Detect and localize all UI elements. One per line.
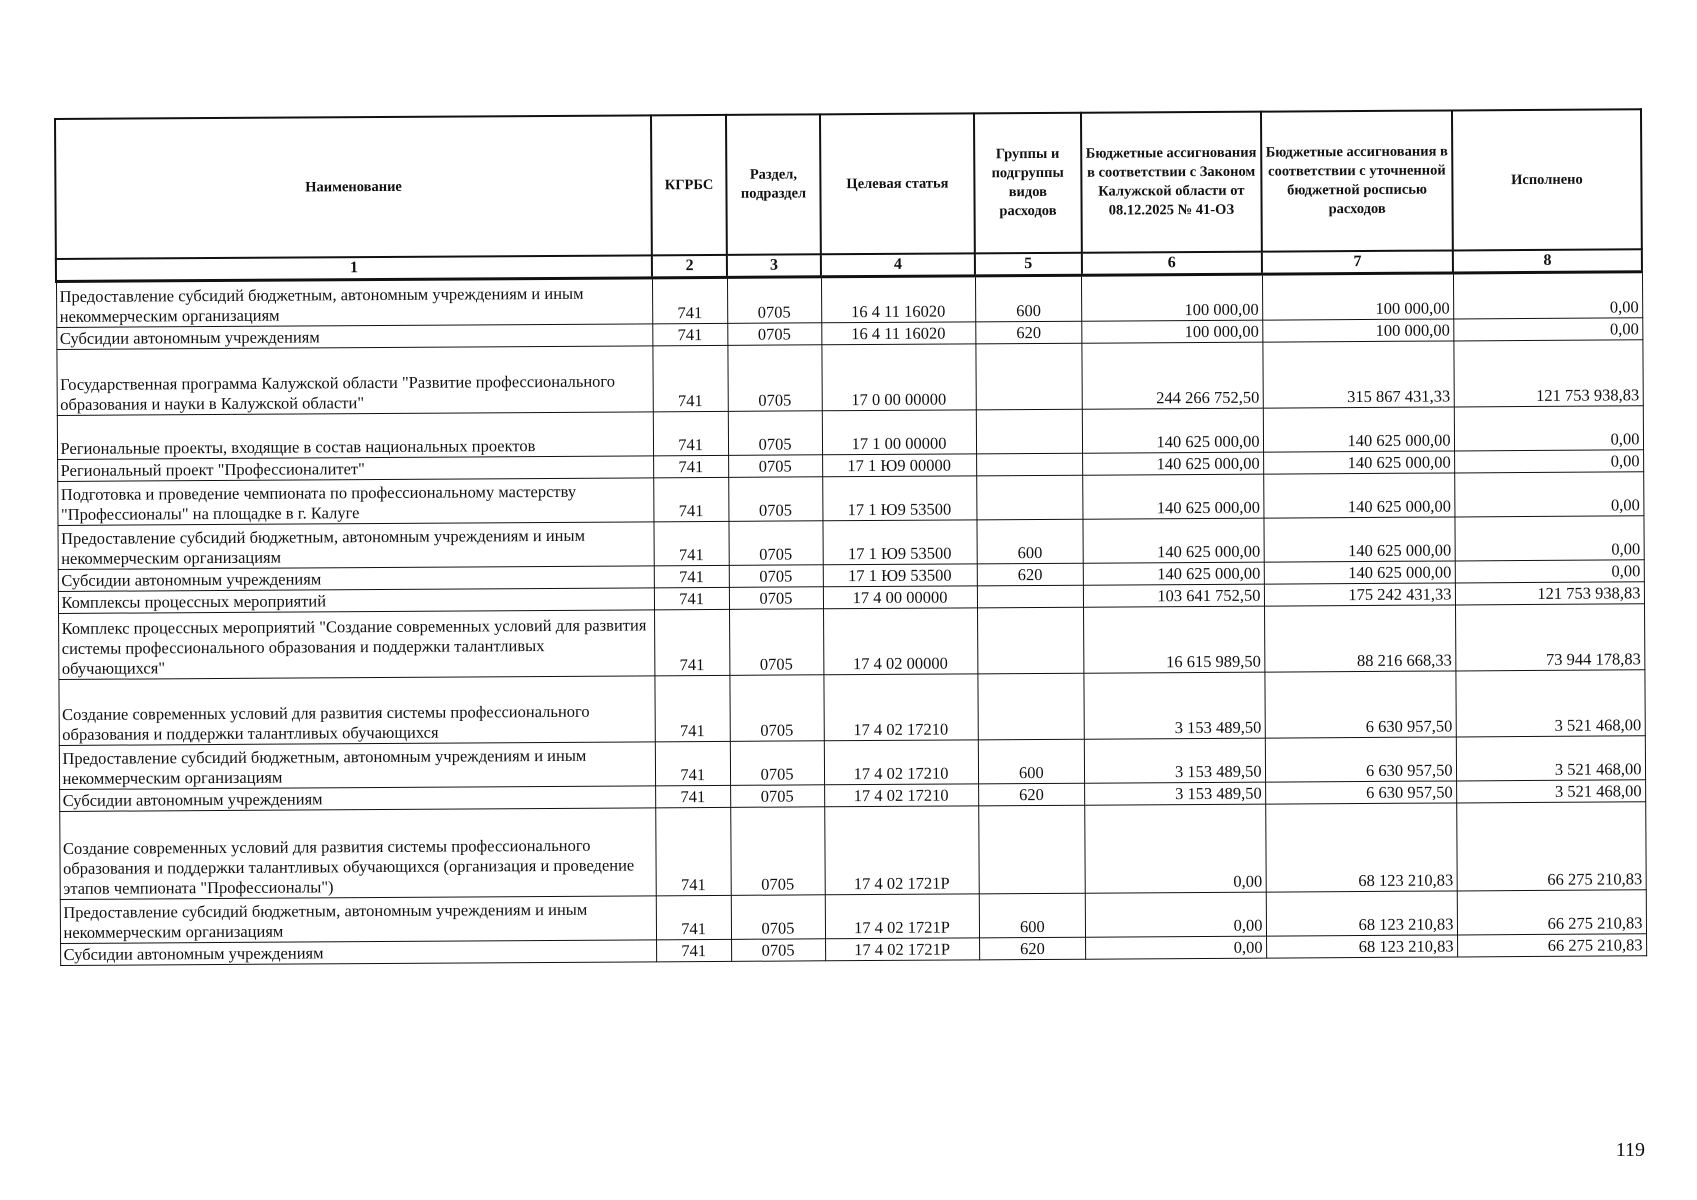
row-plan-allocation: 315 867 431,33 xyxy=(1262,341,1453,408)
table-row xyxy=(59,802,1646,900)
row-section: 0705 xyxy=(729,565,823,588)
column-number: 4 xyxy=(821,253,975,276)
row-target-article: 17 1 Ю9 53500 xyxy=(823,564,977,587)
row-law-allocation: 140 625 000,00 xyxy=(1083,452,1264,475)
row-target-article: 17 4 02 1721Р xyxy=(825,938,979,961)
row-executed: 0,00 xyxy=(1454,406,1643,451)
row-name: Комплексы процессных мероприятий xyxy=(58,588,654,614)
row-kgrbs: 741 xyxy=(655,807,730,895)
row-executed: 0,00 xyxy=(1453,272,1642,319)
row-law-allocation: 0,00 xyxy=(1085,892,1266,937)
row-law-allocation: 3 153 489,50 xyxy=(1084,672,1265,739)
table-row xyxy=(58,670,1644,746)
row-expense-group: 620 xyxy=(977,563,1084,586)
row-section: 0705 xyxy=(729,521,823,566)
row-kgrbs: 741 xyxy=(654,587,729,609)
row-kgrbs: 741 xyxy=(653,345,728,411)
row-expense-group: 600 xyxy=(978,739,1085,784)
row-expense-group: 620 xyxy=(979,937,1086,960)
row-plan-allocation: 6 630 957,50 xyxy=(1265,737,1456,782)
row-kgrbs: 741 xyxy=(652,277,727,323)
row-kgrbs: 741 xyxy=(655,675,730,741)
row-executed: 66 275 210,83 xyxy=(1456,802,1645,891)
column-number: 8 xyxy=(1453,249,1642,273)
budget-execution-table xyxy=(54,108,1647,966)
row-executed: 3 521 468,00 xyxy=(1456,736,1645,781)
row-section: 0705 xyxy=(730,807,824,896)
page-number: 119 xyxy=(1615,1139,1645,1161)
row-executed: 66 275 210,83 xyxy=(1457,890,1646,935)
row-target-article: 17 1 00 00000 xyxy=(822,410,976,455)
row-name: Создание современных условий для развития системы профессионального образования и поддержки талантливых обучающихся xyxy=(58,676,655,746)
header-target-article: Целевая статья xyxy=(820,113,975,254)
row-executed: 0,00 xyxy=(1454,472,1643,517)
row-expense-group: 600 xyxy=(977,519,1084,564)
row-expense-group xyxy=(977,607,1084,674)
row-name: Создание современных условий для развития системы профессионального образования и поддержки талантливых обучающихся (организация и проведение этапов чемпионата "Профессионалы") xyxy=(59,808,656,900)
row-plan-allocation: 140 625 000,00 xyxy=(1263,473,1454,518)
row-plan-allocation: 6 630 957,50 xyxy=(1265,781,1456,804)
row-target-article: 17 4 02 1721Р xyxy=(825,894,979,939)
row-expense-group: 620 xyxy=(978,783,1085,806)
header-law-allocation: Бюджетные ассигнования в соответствии с Законом Калужской области от 08.12.2025 № 41-ОЗ xyxy=(1081,112,1262,253)
header-plan-allocation: Бюджетные ассигнования в соответствии с уточненной бюджетной росписью расходов xyxy=(1261,110,1453,251)
row-kgrbs: 741 xyxy=(652,323,727,345)
row-name: Предоставление субсидий бюджетным, автономным учреждениям и иным некоммерческим организациям xyxy=(59,742,655,790)
row-kgrbs: 741 xyxy=(653,455,728,477)
row-section: 0705 xyxy=(729,587,823,610)
row-name: Предоставление субсидий бюджетным, автономным учреждениям и иным некоммерческим организациям xyxy=(56,278,652,328)
row-law-allocation: 100 000,00 xyxy=(1082,320,1263,343)
row-name: Предоставление субсидий бюджетным, автономным учреждениям и иным некоммерческим организациям xyxy=(57,522,653,570)
row-law-allocation: 140 625 000,00 xyxy=(1083,562,1264,585)
header-name: Наименование xyxy=(55,115,652,259)
row-target-article: 17 4 02 17210 xyxy=(824,740,978,785)
header-section: Раздел, подраздел xyxy=(726,114,821,255)
row-section: 0705 xyxy=(727,345,821,412)
row-expense-group xyxy=(977,585,1084,608)
header-executed: Исполнено xyxy=(1452,109,1642,250)
row-plan-allocation: 6 630 957,50 xyxy=(1264,671,1455,738)
row-section: 0705 xyxy=(729,609,823,676)
row-expense-group: 600 xyxy=(975,275,1082,322)
row-plan-allocation: 100 000,00 xyxy=(1262,273,1453,320)
row-executed: 0,00 xyxy=(1455,560,1644,583)
row-section: 0705 xyxy=(731,939,825,962)
row-target-article: 17 1 Ю9 53500 xyxy=(822,520,976,565)
row-plan-allocation: 68 123 210,83 xyxy=(1266,935,1457,958)
row-expense-group xyxy=(976,475,1083,520)
row-law-allocation: 244 266 752,50 xyxy=(1082,342,1263,409)
row-executed: 3 521 468,00 xyxy=(1455,670,1644,737)
row-section: 0705 xyxy=(728,455,822,478)
row-target-article: 17 4 02 17210 xyxy=(824,784,978,807)
row-plan-allocation: 140 625 000,00 xyxy=(1264,517,1455,562)
row-expense-group xyxy=(976,453,1083,476)
row-name: Региональный проект "Профессионалитет" xyxy=(57,456,653,482)
row-name: Региональные проекты, входящие в состав национальных проектов xyxy=(57,412,653,460)
row-section: 0705 xyxy=(730,675,824,742)
row-plan-allocation: 68 123 210,83 xyxy=(1265,803,1457,892)
column-number: 6 xyxy=(1081,252,1262,276)
row-law-allocation: 16 615 989,50 xyxy=(1084,606,1265,673)
row-executed: 121 753 938,83 xyxy=(1453,340,1642,407)
row-kgrbs: 741 xyxy=(654,609,729,675)
row-name: Субсидии автономным учреждениям xyxy=(59,786,655,812)
header-kgrbs: КГРБС xyxy=(651,115,727,255)
row-name: Подготовка и проведение чемпионата по профессиональному мастерству "Профессионалы" на площадке в г. Калуге xyxy=(57,478,653,526)
row-name: Комплекс процессных мероприятий "Создание современных условий для развития системы профессионального образования и поддержки талантливых обучающихся" xyxy=(58,610,655,680)
row-kgrbs: 741 xyxy=(655,785,730,807)
row-plan-allocation: 100 000,00 xyxy=(1262,319,1453,342)
row-kgrbs: 741 xyxy=(656,895,731,939)
row-expense-group xyxy=(978,805,1085,894)
row-executed: 3 521 468,00 xyxy=(1456,780,1645,803)
column-number: 1 xyxy=(56,255,652,281)
column-number: 3 xyxy=(727,254,821,277)
column-number: 7 xyxy=(1262,250,1453,274)
row-executed: 0,00 xyxy=(1455,516,1644,561)
row-target-article: 17 1 Ю9 53500 xyxy=(822,476,976,521)
row-target-article: 17 4 00 00000 xyxy=(823,586,977,609)
row-kgrbs: 741 xyxy=(655,741,730,785)
row-law-allocation: 140 625 000,00 xyxy=(1083,518,1264,563)
row-law-allocation: 140 625 000,00 xyxy=(1083,474,1264,519)
row-executed: 0,00 xyxy=(1454,450,1643,473)
row-section: 0705 xyxy=(728,477,822,522)
row-target-article: 17 4 02 17210 xyxy=(823,674,977,741)
row-plan-allocation: 68 123 210,83 xyxy=(1266,891,1457,936)
row-plan-allocation: 140 625 000,00 xyxy=(1263,407,1454,452)
row-executed: 66 275 210,83 xyxy=(1457,934,1646,957)
table-header-row xyxy=(55,109,1642,259)
row-law-allocation: 0,00 xyxy=(1085,804,1266,893)
row-target-article: 17 0 00 00000 xyxy=(821,344,975,411)
row-target-article: 17 4 02 00000 xyxy=(823,608,977,675)
row-expense-group xyxy=(975,343,1082,410)
row-name: Субсидии автономным учреждениям xyxy=(60,940,656,966)
row-name: Предоставление субсидий бюджетным, автономным учреждениям и иным некоммерческим организациям xyxy=(60,896,656,944)
row-plan-allocation: 140 625 000,00 xyxy=(1263,451,1454,474)
row-name: Государственная программа Калужской области "Развитие профессионального образования и науки в Калужской области" xyxy=(56,346,653,416)
row-section: 0705 xyxy=(727,323,821,346)
row-expense-group: 600 xyxy=(979,893,1086,938)
row-law-allocation: 3 153 489,50 xyxy=(1085,782,1266,805)
row-executed: 73 944 178,83 xyxy=(1455,604,1644,671)
row-executed: 121 753 938,83 xyxy=(1455,582,1644,605)
row-target-article: 16 4 11 16020 xyxy=(821,322,975,345)
row-law-allocation: 0,00 xyxy=(1086,936,1267,959)
row-law-allocation: 103 641 752,50 xyxy=(1083,584,1264,607)
row-section: 0705 xyxy=(731,895,825,940)
row-law-allocation: 3 153 489,50 xyxy=(1084,738,1265,783)
row-kgrbs: 741 xyxy=(653,411,728,455)
header-expense-group: Группы и подгруппы видов расходов xyxy=(974,113,1081,254)
row-kgrbs: 741 xyxy=(653,477,728,521)
column-number: 2 xyxy=(652,255,727,278)
row-target-article: 16 4 11 16020 xyxy=(821,276,975,323)
row-law-allocation: 100 000,00 xyxy=(1082,274,1263,321)
row-kgrbs: 741 xyxy=(656,939,731,961)
row-name: Субсидии автономным учреждениям xyxy=(58,566,654,592)
row-law-allocation: 140 625 000,00 xyxy=(1082,408,1263,453)
row-expense-group xyxy=(976,409,1083,454)
row-plan-allocation: 88 216 668,33 xyxy=(1264,605,1455,672)
row-plan-allocation: 175 242 431,33 xyxy=(1264,583,1455,606)
row-section: 0705 xyxy=(727,277,821,324)
row-name: Субсидии автономным учреждениям xyxy=(56,324,652,350)
row-kgrbs: 741 xyxy=(654,521,729,565)
table-row xyxy=(58,604,1644,680)
row-kgrbs: 741 xyxy=(654,565,729,587)
row-section: 0705 xyxy=(730,741,824,786)
row-executed: 0,00 xyxy=(1453,318,1642,341)
row-target-article: 17 1 Ю9 00000 xyxy=(822,454,976,477)
row-expense-group xyxy=(977,673,1084,740)
row-section: 0705 xyxy=(730,785,824,808)
row-target-article: 17 4 02 1721Р xyxy=(824,806,979,895)
column-number: 5 xyxy=(975,253,1082,276)
table-row xyxy=(56,340,1642,416)
row-plan-allocation: 140 625 000,00 xyxy=(1264,561,1455,584)
row-expense-group: 620 xyxy=(975,321,1082,344)
row-section: 0705 xyxy=(728,411,822,456)
